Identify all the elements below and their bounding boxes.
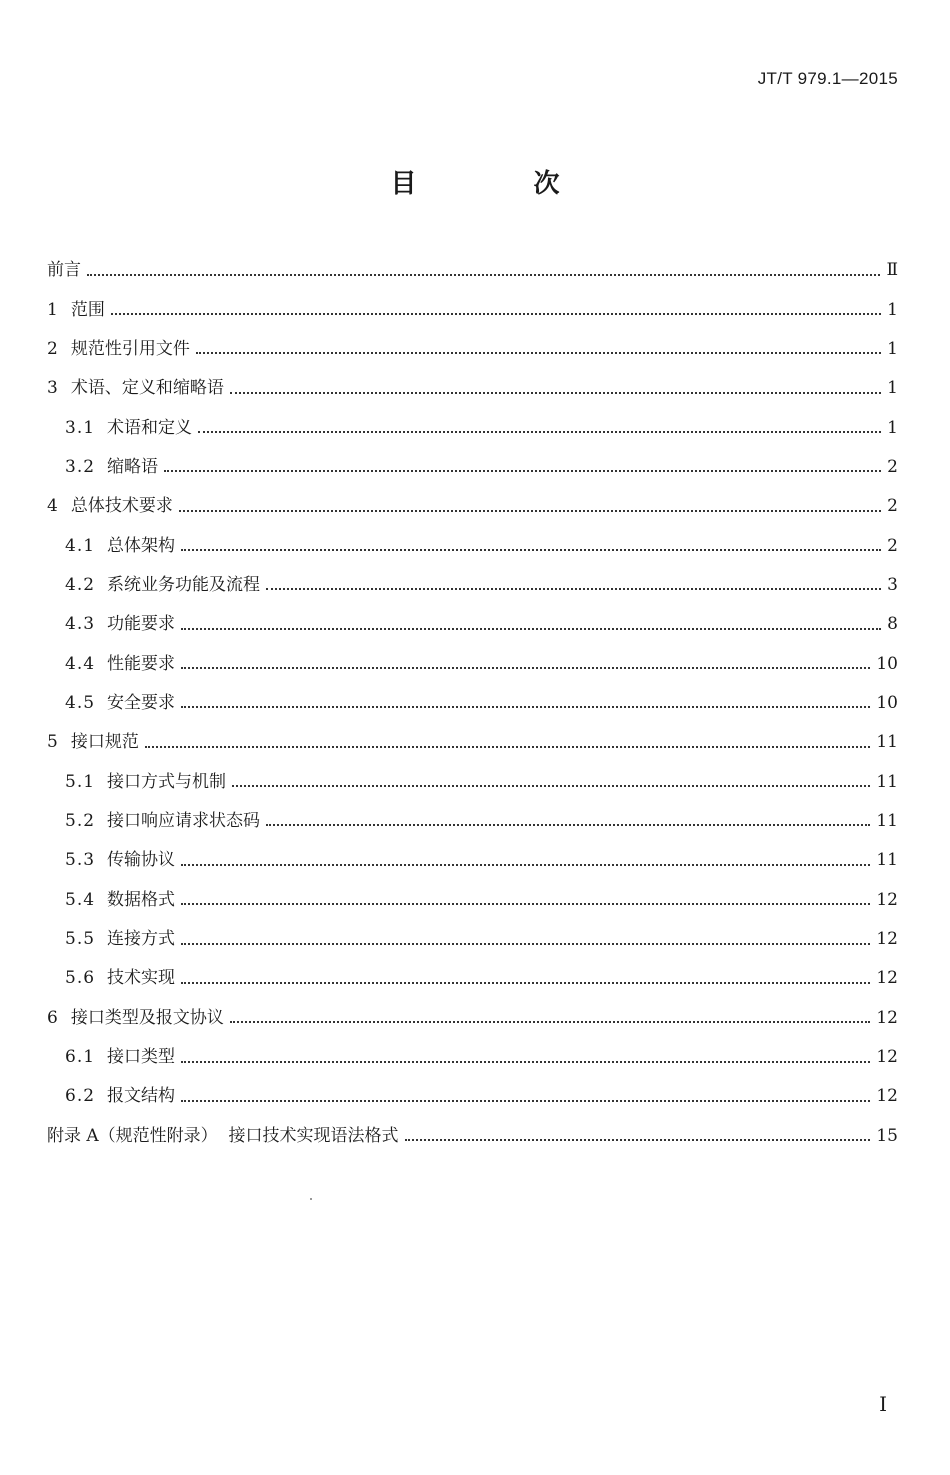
toc-entry[interactable] bbox=[47, 841, 898, 880]
toc-entry-number: 4.1 bbox=[65, 535, 96, 556]
toc-entry[interactable] bbox=[47, 802, 898, 841]
toc-dot-leader bbox=[179, 510, 881, 512]
toc-entry[interactable] bbox=[47, 999, 898, 1038]
scan-speck bbox=[310, 1198, 312, 1200]
toc-entry-label: 安全要求 bbox=[107, 692, 176, 713]
page-number: I bbox=[879, 1392, 887, 1416]
toc-entry[interactable] bbox=[47, 959, 898, 998]
toc-entry-number: 4.5 bbox=[65, 692, 96, 713]
toc-entry-number: 3.1 bbox=[65, 417, 96, 438]
toc-entry[interactable] bbox=[47, 881, 898, 920]
toc-dot-leader bbox=[181, 864, 870, 866]
toc-entry-label: 总体技术要求 bbox=[70, 496, 173, 517]
toc-entry-label: 缩略语 bbox=[107, 456, 159, 477]
toc-entry-label: 接口类型 bbox=[107, 1047, 176, 1068]
toc-entry-page: 8 bbox=[887, 614, 898, 635]
toc-entry-label: 传输协议 bbox=[107, 850, 176, 871]
toc-entry[interactable] bbox=[47, 408, 898, 447]
toc-entry-label: 系统业务功能及流程 bbox=[107, 574, 261, 595]
toc-dot-leader bbox=[266, 824, 870, 826]
toc-entry-number: 5.1 bbox=[65, 771, 96, 792]
toc-entry-label: 性能要求 bbox=[107, 653, 176, 674]
toc-entry-page: Ⅱ bbox=[886, 260, 898, 281]
toc-dot-leader bbox=[181, 982, 870, 984]
toc-entry[interactable] bbox=[47, 684, 898, 723]
toc-entry[interactable] bbox=[47, 566, 898, 605]
toc-entry[interactable] bbox=[47, 762, 898, 801]
toc-entry[interactable] bbox=[47, 487, 898, 526]
toc-entry[interactable] bbox=[47, 448, 898, 487]
toc-entry[interactable] bbox=[47, 644, 898, 683]
toc-dot-leader bbox=[181, 706, 870, 708]
toc-entry-page: 12 bbox=[876, 889, 898, 910]
toc-entry[interactable] bbox=[47, 605, 898, 644]
toc-dot-leader bbox=[181, 628, 881, 630]
toc-entry-label: 术语、定义和缩略语 bbox=[70, 378, 224, 399]
toc-entry-label: 功能要求 bbox=[107, 614, 176, 635]
toc-entry-page: 2 bbox=[887, 535, 898, 556]
toc-entry-label: 连接方式 bbox=[107, 929, 176, 950]
toc-entry-label: 接口响应请求状态码 bbox=[107, 810, 261, 831]
toc-entry-page: 11 bbox=[876, 850, 898, 871]
toc-entry[interactable] bbox=[47, 723, 898, 762]
toc-entry-number: 4.3 bbox=[65, 614, 96, 635]
toc-entry-number: 5.5 bbox=[65, 929, 96, 950]
toc-dot-leader bbox=[230, 1021, 871, 1023]
toc-entry-page: 1 bbox=[887, 378, 898, 399]
toc-entry-page: 11 bbox=[876, 732, 898, 753]
toc-dot-leader bbox=[181, 903, 870, 905]
toc-entry-number: 5.2 bbox=[65, 810, 96, 831]
toc-dot-leader bbox=[164, 470, 881, 472]
toc-entry-label: 术语和定义 bbox=[107, 417, 193, 438]
toc-dot-leader bbox=[196, 352, 881, 354]
toc-entry-page: 1 bbox=[887, 299, 898, 320]
toc-entry-page: 12 bbox=[876, 1007, 898, 1028]
toc-entry-page: 11 bbox=[876, 810, 898, 831]
toc-dot-leader bbox=[198, 431, 881, 433]
toc-entry[interactable] bbox=[47, 1077, 898, 1116]
toc-entry-page: 15 bbox=[876, 1125, 898, 1146]
toc-entry-number: 4.4 bbox=[65, 653, 96, 674]
toc-entry-number: 5.6 bbox=[65, 968, 96, 989]
toc-entry-label: 接口类型及报文协议 bbox=[70, 1007, 224, 1028]
toc-entry-page: 2 bbox=[887, 496, 898, 517]
toc-entry-label: 前言 bbox=[47, 260, 81, 281]
toc-entry[interactable] bbox=[47, 251, 898, 290]
toc-entry[interactable] bbox=[47, 526, 898, 565]
table-of-contents bbox=[47, 251, 898, 1156]
toc-entry[interactable] bbox=[47, 920, 898, 959]
page-title: 目 次 bbox=[390, 169, 614, 199]
toc-entry-page: 12 bbox=[876, 929, 898, 950]
toc-dot-leader bbox=[181, 549, 881, 551]
toc-entry-page: 12 bbox=[876, 1086, 898, 1107]
toc-dot-leader bbox=[181, 1100, 870, 1102]
toc-entry-page: 12 bbox=[876, 968, 898, 989]
toc-entry-label: 规范性引用文件 bbox=[70, 338, 190, 359]
toc-dot-leader bbox=[181, 943, 870, 945]
toc-entry[interactable] bbox=[47, 1117, 898, 1156]
toc-entry-label: 总体架构 bbox=[107, 535, 176, 556]
toc-entry-number: 4.2 bbox=[65, 574, 96, 595]
toc-entry-label: 接口规范 bbox=[70, 732, 139, 753]
toc-entry-page: 2 bbox=[887, 456, 898, 477]
toc-entry-number: 3.2 bbox=[65, 456, 96, 477]
toc-entry-number: 2 bbox=[47, 338, 59, 359]
toc-entry[interactable] bbox=[47, 330, 898, 369]
toc-entry-number: 5 bbox=[47, 732, 59, 753]
toc-entry-page: 1 bbox=[887, 338, 898, 359]
toc-entry[interactable] bbox=[47, 369, 898, 408]
toc-entry-number: 6 bbox=[47, 1007, 59, 1028]
toc-entry-label: 报文结构 bbox=[107, 1086, 176, 1107]
toc-dot-leader bbox=[87, 274, 880, 276]
toc-dot-leader bbox=[232, 785, 870, 787]
toc-entry-number: 3 bbox=[47, 378, 59, 399]
standard-code: JT/T 979.1—2015 bbox=[757, 69, 898, 88]
toc-entry-label: 技术实现 bbox=[107, 968, 176, 989]
toc-entry-page: 10 bbox=[876, 653, 898, 674]
toc-entry[interactable] bbox=[47, 290, 898, 329]
toc-entry-number: 5.3 bbox=[65, 850, 96, 871]
toc-dot-leader bbox=[405, 1139, 871, 1141]
toc-entry-label: 附录 A（规范性附录） 接口技术实现语法格式 bbox=[47, 1125, 399, 1146]
toc-entry-number: 6.1 bbox=[65, 1047, 96, 1068]
toc-entry-number: 1 bbox=[47, 299, 59, 320]
toc-entry-number: 6.2 bbox=[65, 1086, 96, 1107]
toc-entry-label: 接口方式与机制 bbox=[107, 771, 227, 792]
toc-entry-page: 1 bbox=[887, 417, 898, 438]
toc-dot-leader bbox=[230, 392, 881, 394]
toc-entry-page: 3 bbox=[887, 574, 898, 595]
toc-entry-number: 5.4 bbox=[65, 889, 96, 910]
toc-entry-page: 12 bbox=[876, 1047, 898, 1068]
toc-entry-page: 10 bbox=[876, 692, 898, 713]
toc-entry[interactable] bbox=[47, 1038, 898, 1077]
toc-dot-leader bbox=[181, 667, 870, 669]
toc-entry-label: 范围 bbox=[70, 299, 105, 320]
toc-entry-page: 11 bbox=[876, 771, 898, 792]
toc-entry-label: 数据格式 bbox=[107, 889, 176, 910]
toc-dot-leader bbox=[266, 588, 881, 590]
toc-dot-leader bbox=[111, 313, 881, 315]
toc-dot-leader bbox=[145, 746, 871, 748]
toc-entry-number: 4 bbox=[47, 496, 59, 517]
toc-dot-leader bbox=[181, 1061, 870, 1063]
